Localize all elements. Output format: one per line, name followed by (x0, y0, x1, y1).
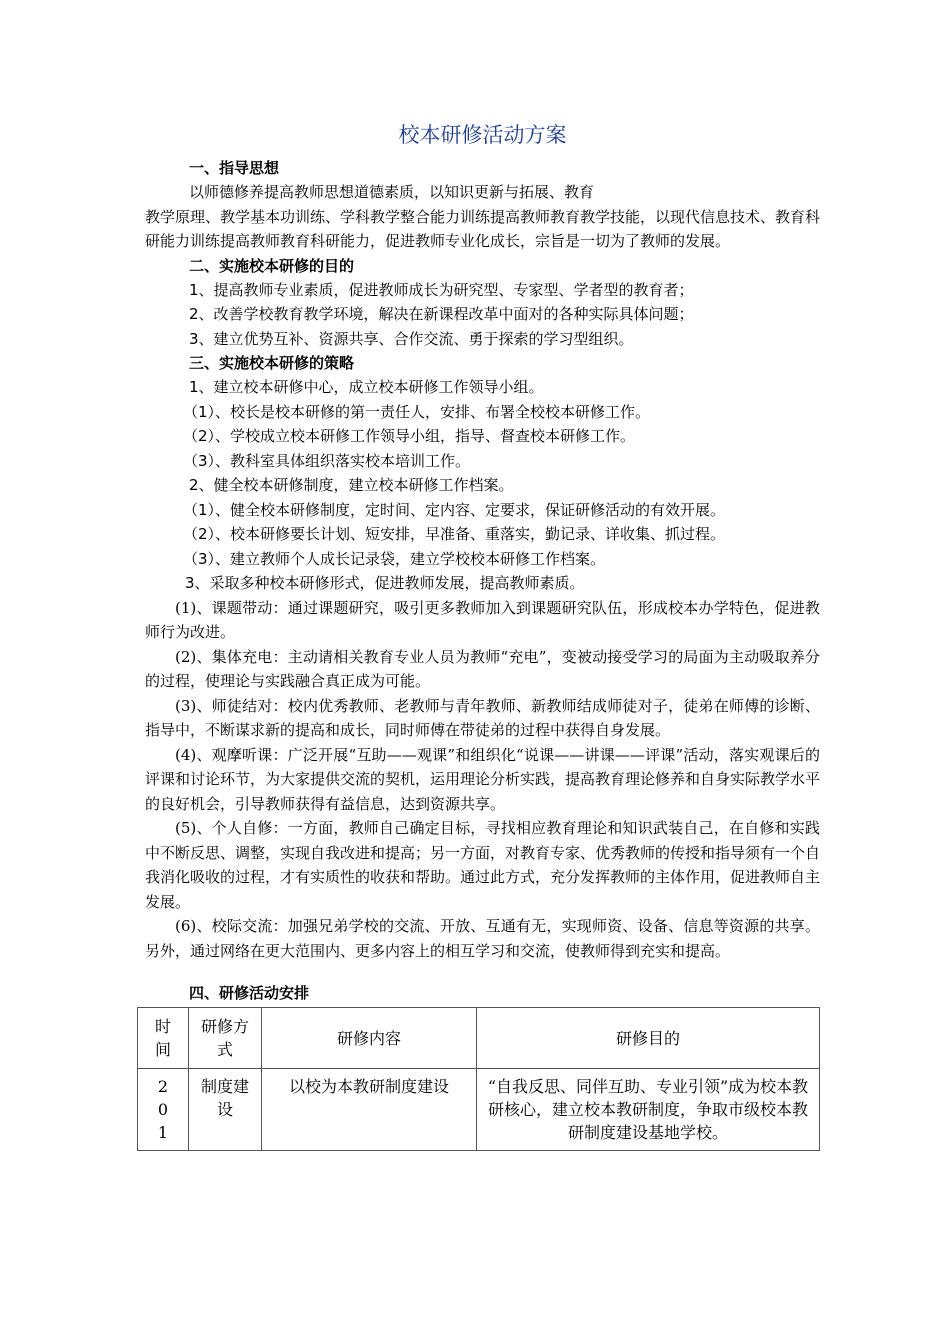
cell-method: 制度建设 (200, 1077, 249, 1119)
document-title: 校本研修活动方案 (398, 123, 567, 147)
header-content: 研修内容 (336, 1028, 401, 1048)
header-purpose: 研修目的 (615, 1028, 680, 1048)
strategy-2: 2、健全校本研修制度，建立校本研修工作档案。 (189, 476, 514, 494)
section-1-heading: 一、指导思想 (189, 159, 280, 177)
section-3-heading: 三、实施校本研修的策略 (189, 354, 355, 372)
document-page (145, 118, 820, 1151)
section-4-heading: 四、研修活动安排 (189, 984, 310, 1002)
form-paragraph: (3)、师徒结对：校内优秀教师、老教师与青年教师、新教师结成师徒对子，徒弟在师傅的诊断、指导中，不断谋求新的提高和成长，同时师傅在带徒弟的过程中获得自身发展。 (145, 696, 820, 739)
section-2-item: 3、建立优势互补、资源共享、合作交流、勇于探索的学习型组织。 (189, 329, 634, 348)
section-1-text: 教学原理、教学基本功训练、学科教学整合能力训练提高教师教育教学技能，以现代信息技术、教育科研能力训练提高教师教育科研能力，促进教师专业化成长，宗旨是一切为了教师的发展。 (145, 207, 821, 250)
form-paragraph: (4)、观摩听课：广泛开展“互助——观课”和组织化“说课——讲课——评课”活动，落实观课后的评课和讨论环节，为大家提供交流的契机，运用理论分析实践，提高教育理论修养和自身实际教学水平的良好机会，引导教师获得有益信息，达到资源共享。 (145, 745, 821, 813)
header-method: 研修方式 (200, 1017, 249, 1059)
strategy-2-item: （1）、健全校本研修制度，定时间、定内容、定要求，保证研修活动的有效开展。 (183, 500, 726, 519)
table-row (138, 1069, 820, 1151)
strategy-3: 3、采取多种校本研修形式，促进教师发展，提高教师素质。 (185, 574, 585, 592)
strategy-1-item: （2）、学校成立校本研修工作领导小组，指导、督查校本研修工作。 (183, 427, 636, 445)
cell-content: 以校为本教研制度建设 (288, 1077, 449, 1096)
section-2-heading: 二、实施校本研修的目的 (189, 256, 355, 275)
strategy-1-item: （3）、教科室具体组织落实校本培训工作。 (183, 451, 471, 470)
table-header-row (138, 1008, 820, 1069)
activity-table (137, 1007, 820, 1151)
cell-time: 201 (157, 1077, 169, 1142)
form-paragraph: (1)、课题带动：通过课题研究，吸引更多教师加入到课题研究队伍，形成校本办学特色，促进教师行为改进。 (145, 598, 820, 641)
strategy-1: 1、建立校本研修中心，成立校本研修工作领导小组。 (189, 378, 544, 396)
strategy-2-item: （3）、建立教师个人成长记录袋，建立学校校本研修工作档案。 (183, 549, 606, 568)
form-paragraph: (6)、校际交流：加强兄弟学校的交流、开放、互通有无，实现师资、设备、信息等资源的共享。另外，通过网络在更大范围内、更多内容上的相互学习和交流，使教师得到充实和提高。 (145, 917, 820, 960)
strategy-2-item: （2）、校本研修要长计划、短安排，早准备、重落实，勤记录、详收集、抓过程。 (183, 525, 726, 543)
form-paragraph: (2)、集体充电：主动请相关教育专业人员为教师“充电”，变被动接受学习的局面为主动吸取养分的过程，使理论与实践融合真正成为可能。 (145, 647, 820, 690)
section-2-item: 2、改善学校教育教学环境，解决在新课程改革中面对的各种实际具体问题； (189, 305, 694, 323)
cell-purpose: “自我反思、同伴互助、专业引领”成为校本教研核心，建立校本教研制度，争取市级校本教研制度建设基地学校。 (487, 1077, 809, 1142)
strategy-1-item: （1）、校长是校本研修的第一责任人，安排、布署全校校本研修工作。 (183, 402, 651, 421)
header-time: 时间 (154, 1017, 171, 1059)
section-2-item: 1、提高教师专业素质，促进教师成长为研究型、专家型、学者型的教育者； (189, 280, 694, 299)
section-1-first-line: 以师德修养提高教师思想道德素质，以知识更新与拓展、教育 (189, 183, 595, 201)
form-paragraph: (5)、个人自修：一方面，教师自己确定目标，寻找相应教育理论和知识武装自己，在自修和实践中不断反思、调整，实现自我改进和提高；另一方面，对教育专家、优秀教师的传授和指导须有一个自我消化吸收的过程，才有实质性的收获和帮助。通过此方式，充分发挥教师的主体作用，促进教师自主发展。 (145, 819, 821, 911)
